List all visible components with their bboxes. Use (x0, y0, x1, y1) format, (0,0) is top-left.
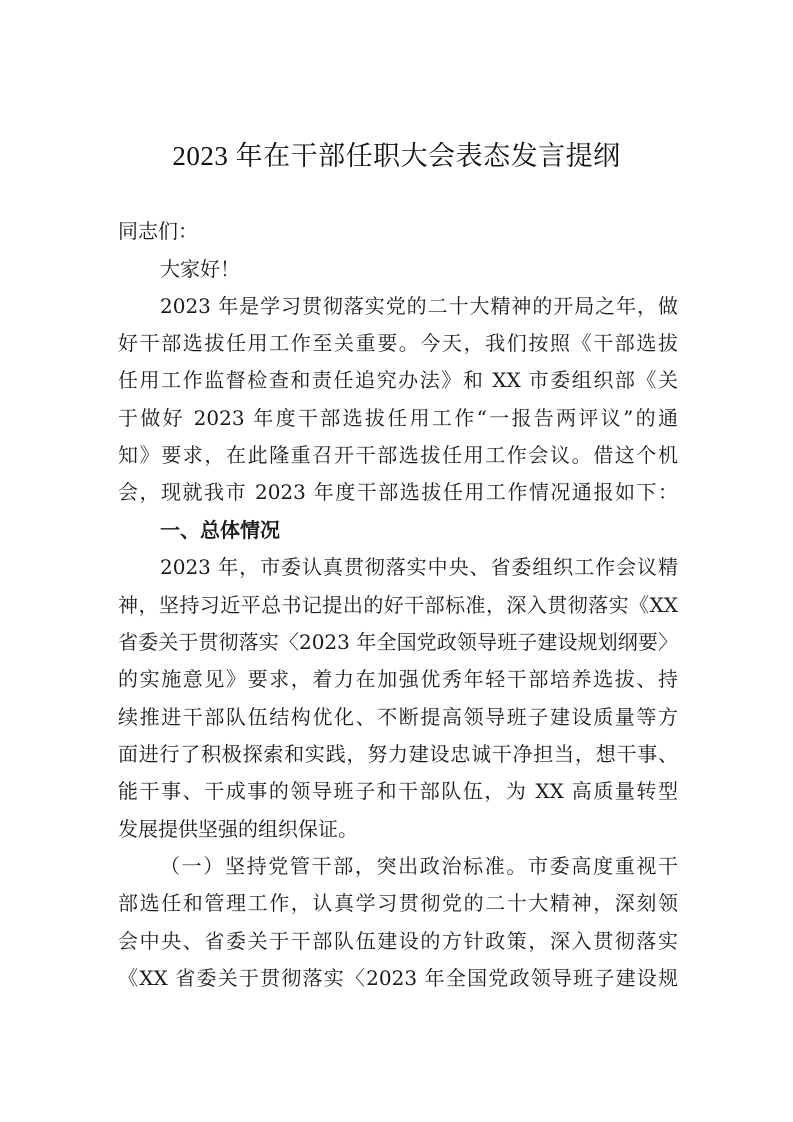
paragraph-line: 面进行了积极探索和实践，努力建设忠诚干净担当，想干事、 (118, 742, 678, 766)
paragraph-line: 神，坚持习近平总书记提出的好干部标准，深入贯彻落实《XX (118, 593, 678, 617)
paragraph-line: 会，现就我市 2023 年度干部选拔任用工作情况通报如下： (118, 480, 678, 504)
subsection-line: （一）坚持党管干部，突出政治标准。市委高度重视干 (160, 854, 678, 878)
paragraph-line: 能干事、干成事的领导班子和干部队伍，为 XX 高质量转型 (118, 779, 678, 803)
paragraph-line: 好干部选拔任用工作至关重要。今天，我们按照《干部选拔 (118, 331, 678, 355)
paragraph-line: 《XX 省委关于贯彻落实〈2023 年全国党政领导班子建设规 (118, 966, 678, 990)
paragraph-line: 知》要求，在此隆重召开干部选拔任用工作会议。借这个机 (118, 443, 678, 467)
paragraph-line: 省委关于贯彻落实〈2023 年全国党政领导班子建设规划纲要〉 (118, 630, 678, 654)
section-heading: 一、总体情况 (160, 518, 280, 542)
paragraph-line: 的实施意见》要求，着力在加强优秀年轻干部培养选拔、持 (118, 667, 678, 691)
paragraph-line: 续推进干部队伍结构优化、不断提高领导班子建设质量等方 (118, 705, 678, 729)
paragraph-line: 会中央、省委关于干部队伍建设的方针政策，深入贯彻落实 (118, 929, 678, 953)
greeting: 大家好！ (160, 257, 240, 281)
paragraph-line: 任用工作监督检查和责任追究办法》和 XX 市委组织部《关 (118, 368, 678, 392)
paragraph-line: 发展提供坚强的组织保证。 (118, 817, 358, 841)
paragraph-line: 部选任和管理工作，认真学习贯彻党的二十大精神，深刻领 (118, 891, 678, 915)
paragraph-line: 于做好 2023 年度干部选拔任用工作“一报告两评议”的通 (118, 406, 678, 430)
paragraph-line: 2023 年是学习贯彻落实党的二十大精神的开局之年，做 (160, 294, 678, 318)
document-title: 2023 年在干部任职大会表态发言提纲 (172, 141, 621, 171)
salutation: 同志们： (118, 219, 198, 243)
paragraph-line: 2023 年，市委认真贯彻落实中央、省委组织工作会议精 (160, 555, 678, 579)
